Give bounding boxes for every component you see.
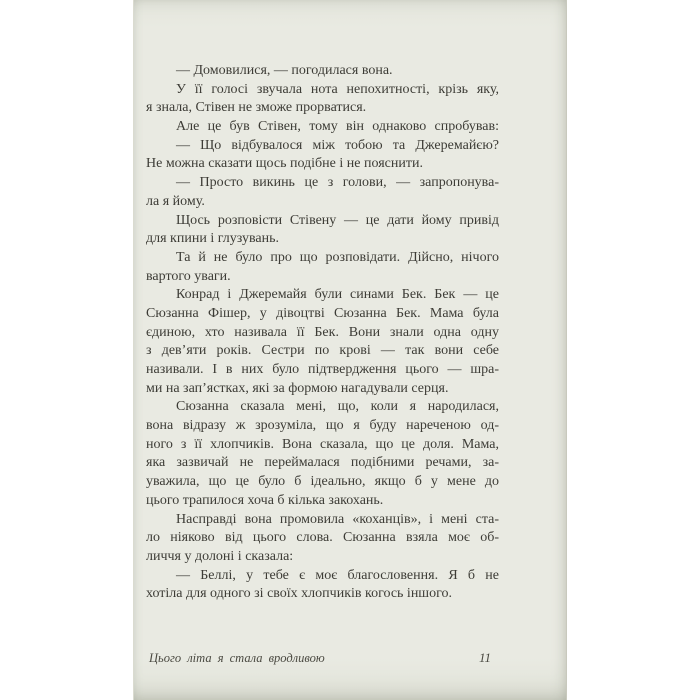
page-number: 11: [478, 650, 491, 665]
text-line: Але це був Стівен, тому він однаково спробував:: [176, 119, 499, 135]
text-line: Сюзанна Фішер, у дівоцтві Сюзанна Бек. Мама була: [146, 305, 499, 321]
text-line: ми на зап’ястках, які за формою нагадували серця.: [146, 380, 449, 396]
text-line: ло ніяково від цього слова. Сюзанна взяла моє об-: [146, 530, 499, 546]
text-line: — Домовилися, — погодилася вона.: [176, 63, 393, 78]
text-line: вартого уваги.: [146, 268, 231, 284]
text-line: Сюзанна сказала мені, що, коли я народилася,: [176, 399, 499, 415]
text-line: Щось розповісти Стівену — це дати йому привід: [176, 212, 499, 228]
page-text: [146, 62, 499, 604]
text-line: Та й не було про що розповідати. Дійсно, нічого: [176, 249, 499, 265]
text-line: уважила, що це було б ідеально, якщо б у мене до: [146, 474, 499, 490]
text-line: Насправді вона промовила «коханців», і мені ста-: [176, 511, 499, 527]
text-line: цього трапилося хоча б кілька закохань.: [146, 492, 384, 508]
text-line: Конрад і Джеремайя були синами Бек. Бек — це: [176, 287, 499, 303]
text-line: личчя у долоні і сказала:: [146, 548, 294, 564]
text-line: для кпини і глузувань.: [146, 231, 279, 247]
book-page: [133, 0, 567, 700]
text-line: Не можна сказати щось подібне і не пояснити.: [146, 156, 423, 172]
text-line: хотіла для одного зі своїх хлопчиків когось іншого.: [146, 586, 452, 602]
text-line: я знала, Стівен не зможе прорватися.: [146, 100, 367, 116]
text-line: — Беллі, у тебе є моє благословення. Я б не: [176, 567, 499, 583]
running-title: Цього літа я стала вродливою: [149, 651, 325, 665]
text-line: єдиною, хто називала її Бек. Вони знали одна одну: [146, 324, 499, 340]
text-line: — Що відбувалося між тобою та Джеремайєю?: [176, 137, 499, 153]
page-footer: [146, 650, 499, 666]
text-line: називали. І в них було підтвердження цього — шра-: [146, 362, 499, 377]
text-line: ного з її хлопчиків. Вона сказала, що це доля. Мама,: [146, 436, 499, 452]
text-line: ла я йому.: [146, 193, 205, 209]
text-line: У її голосі звучала нота непохитності, крізь яку,: [176, 81, 499, 97]
text-line: з дев’яти років. Сестри по крові — так вони себе: [146, 343, 499, 359]
text-line: вона відразу ж зрозуміла, що я буду нареченою од-: [146, 418, 499, 434]
text-line: — Просто викинь це з голови, — запропонува-: [176, 175, 499, 191]
text-line: яка зазвичай не переймалася подібними речами, за-: [146, 455, 499, 471]
